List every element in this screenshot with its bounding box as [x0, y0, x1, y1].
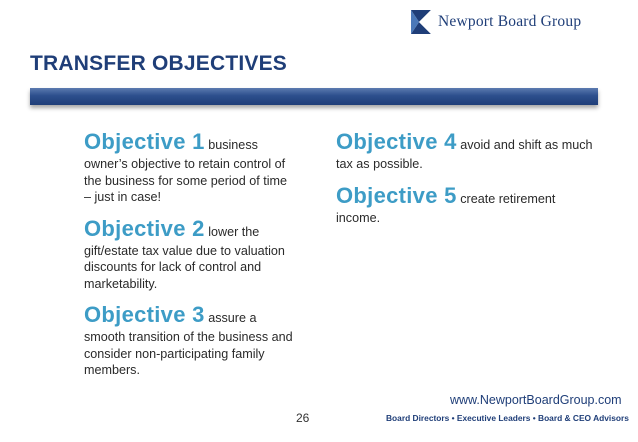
- footer-website-link[interactable]: www.NewportBoardGroup.com: [450, 393, 622, 407]
- objective-label: Objective 2: [84, 215, 205, 241]
- objective-item: [84, 128, 294, 206]
- logo-mark-icon: [411, 10, 431, 34]
- objectives-right-column: [336, 128, 596, 226]
- objective-text: lower the gift/estate tax value due to valuation discounts for lack of control and marketability.: [84, 224, 285, 291]
- objective-text: business owner’s objective to retain control of the business for some period of time – just in case!: [84, 138, 288, 204]
- title-divider-bar: [30, 88, 598, 105]
- objective-item: [84, 215, 294, 293]
- objective-item: [336, 182, 596, 227]
- page-number: 26: [296, 411, 310, 425]
- objective-item: [336, 128, 596, 173]
- objective-label: Objective 4: [336, 129, 457, 154]
- footer-tagline: Board Directors • Executive Leaders • Board & CEO Advisors: [386, 413, 629, 423]
- objective-label: Objective 5: [336, 182, 457, 208]
- objective-item: [84, 301, 294, 379]
- logo-text: Newport Board Group: [438, 13, 582, 30]
- objective-label: Objective 1: [84, 129, 205, 154]
- objective-text: assure a smooth transition of the business and consider non-participating family members.: [84, 311, 293, 377]
- objective-text: avoid and shift as much tax as possible.: [336, 138, 593, 171]
- company-logo: [411, 10, 581, 34]
- objective-text: create retirement income.: [336, 191, 556, 225]
- objective-label: Objective 3: [84, 302, 205, 327]
- objectives-left-column: [84, 128, 294, 379]
- slide-title: TRANSFER OBJECTIVES: [30, 52, 287, 75]
